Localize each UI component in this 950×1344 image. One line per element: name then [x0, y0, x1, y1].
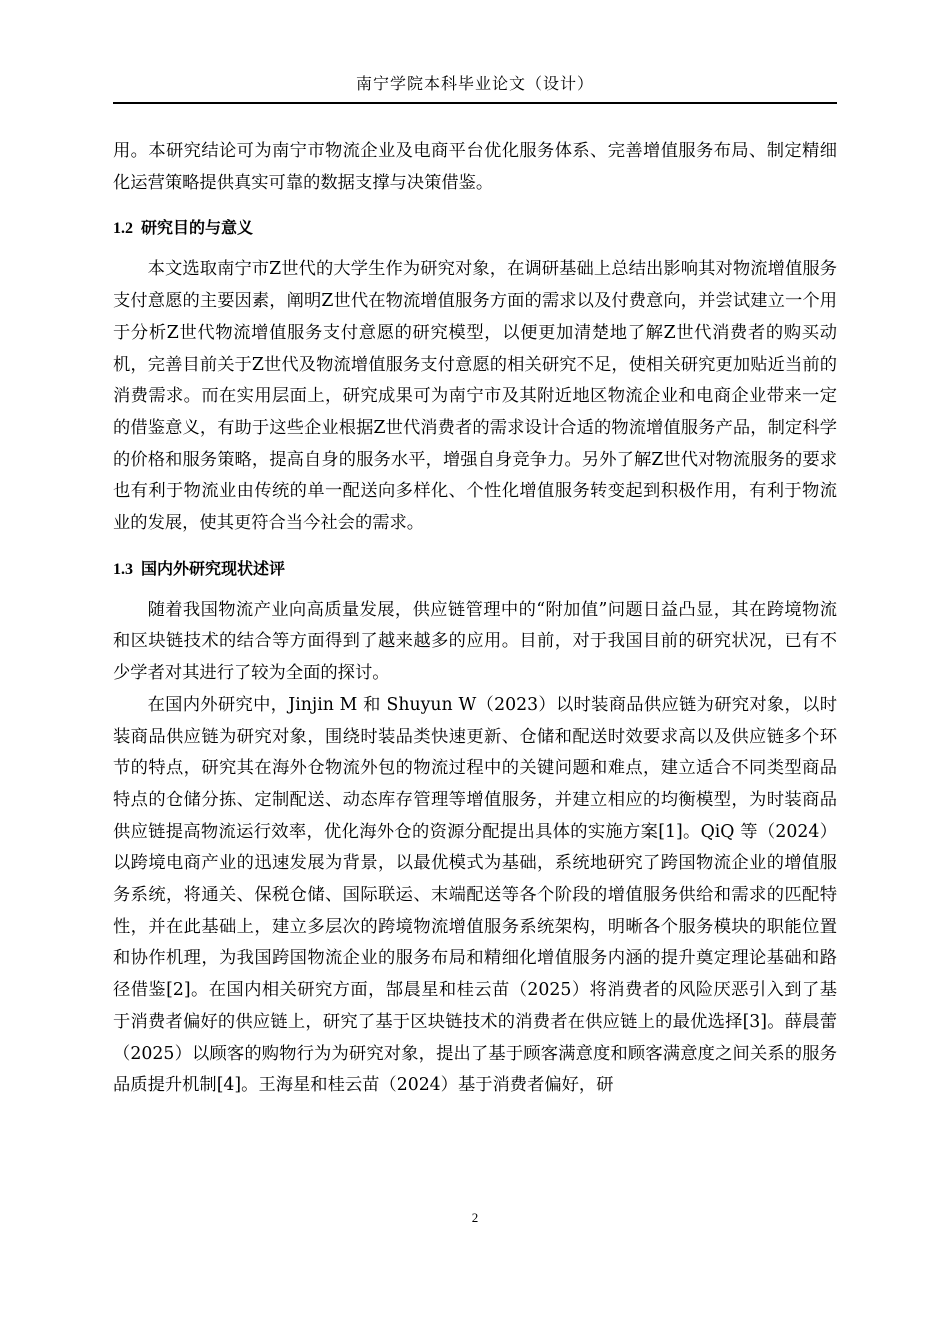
- page-header: [113, 66, 837, 104]
- section-title: 研究目的与意义: [141, 218, 254, 238]
- intro-continuation-paragraph: 用。本研究结论可为南宁市物流企业及电商平台优化服务体系、完善增值服务布局、制定精细化运营策略提供真实可靠的数据支撑与决策借鉴。: [113, 141, 837, 193]
- section-number: 1.2: [113, 220, 133, 238]
- page-number: 2: [471, 1210, 479, 1225]
- section-1-3-paragraph-1: 随着我国物流产业向高质量发展，供应链管理中的“附加值”问题日益凸显，其在跨境物流和区块链技术的结合等方面得到了越来越多的应用。目前，对于我国目前的研究状况，已有不少学者对其进行了较为全面的探讨。: [113, 599, 837, 684]
- section-number: 1.3: [113, 560, 133, 578]
- paper-body: [113, 136, 837, 1102]
- section-heading-1-3: [113, 554, 837, 585]
- header-title: 南宁学院本科毕业论文（设计）: [355, 74, 594, 93]
- section-heading-1-2: [113, 213, 837, 244]
- section-1-2-paragraph: 本文选取南宁市Z世代的大学生作为研究对象，在调研基础上总结出影响其对物流增值服务支付意愿的主要因素，阐明Z世代在物流增值服务方面的需求以及付费意向，并尝试建立一个用于分析Z世代物流增值服务支付意愿的研究模型，以便更加清楚地了解Z世代消费者的购买动机，完善目前关于Z世代及物流增值服务支付意愿的相关研究不足，使相关研究更加贴近当前的消费需求。而在实用层面上，研究成果可为南宁市及其附近地区物流企业和电商企业带来一定的借鉴意义，有助于这些企业根据Z世代消费者的需求设计合适的物流增值服务产品，制定科学的价格和服务策略，提高自身的服务水平，增强自身竞争力。另外了解Z世代对物流服务的要求也有利于物流业由传统的单一配送向多样化、个性化增值服务转变起到积极作用，有利于物流业的发展，使其更符合当今社会的需求。: [113, 259, 837, 534]
- section-title: 国内外研究现状述评: [141, 558, 286, 578]
- section-1-3-paragraph-2: 在国内外研究中，Jinjin M 和 Shuyun W（2023）以时装商品供应链为研究对象，以时装商品供应链为研究对象，围绕时装品类快速更新、仓储和配送时效要求高以及供应链多个环节的特点，研究其在海外仓物流外包的物流过程中的关键问题和难点，建立适合不同类型商品特点的仓储分拣、定制配送、动态库存管理等增值服务，并建立相应的均衡模型，为时装商品供应链提高物流运行效率，优化海外仓的资源分配提出具体的实施方案[1]。QiQ 等（2024）以跨境电商产业的迅速发展为背景，以最优模式为基础，系统地研究了跨国物流企业的增值服务系统，将通关、保税仓储、国际联运、末端配送等各个阶段的增值服务供给和需求的匹配特性，并在此基础上，建立多层次的跨境物流增值服务系统架构，明晰各个服务模块的职能位置和协作机理，为我国跨国物流企业的服务布局和精细化增值服务内涵的提升奠定理论基础和路径借鉴[2]。在国内相关研究方面，郜晨星和桂云苗（2025）将消费者的风险厌恶引入到了基于消费者偏好的供应链上，研究了基于区块链技术的消费者在供应链上的最优选择[3]。薛晨蕾（2025）以顾客的购物行为为研究对象，提出了基于顾客满意度和顾客满意度之间关系的服务品质提升机制[4]。王海星和桂云苗（2024）基于消费者偏好，研: [113, 694, 837, 1096]
